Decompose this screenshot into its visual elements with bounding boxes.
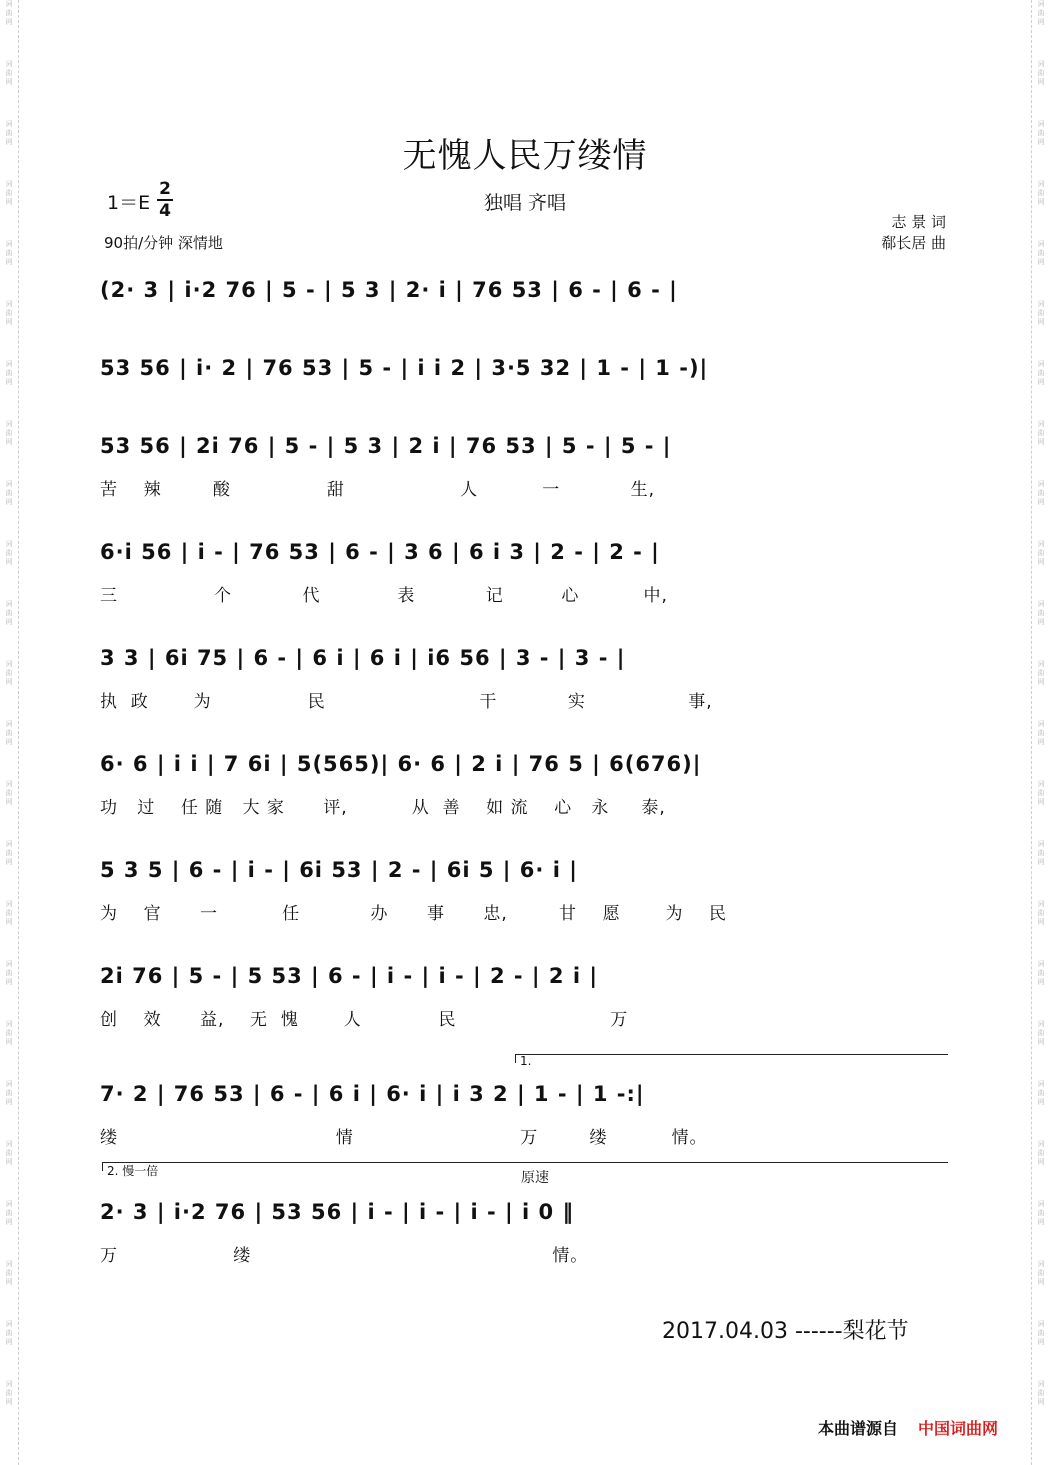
lyric-line-6: 功 过 任 随 大 家 评, 从 善 如 流 心 永 泰, bbox=[100, 798, 666, 818]
lyric-line-4: 三 个 代 表 记 心 中, bbox=[100, 586, 668, 606]
watermark-text: 词 曲 网 bbox=[1037, 1140, 1045, 1166]
watermark-text: 词 曲 网 bbox=[5, 840, 13, 866]
watermark-text: 词 曲 网 bbox=[5, 420, 13, 446]
watermark-text: 词 曲 网 bbox=[5, 0, 13, 26]
watermark-text: 词 曲 网 bbox=[1037, 960, 1045, 986]
watermark-text: 词 曲 网 bbox=[5, 1200, 13, 1226]
meter-bottom: 4 bbox=[159, 201, 171, 221]
score-line-2: 53 56 | i· 2 | 76 53 | 5 - | i i 2 | 3·5 32 | 1 - | 1 -)| bbox=[100, 356, 709, 380]
score-line-5: 3 3 | 6i 75 | 6 - | 6 i | 6 i | i6 56 | 3 - | 3 - | bbox=[100, 646, 626, 670]
score-line-3: 53 56 | 2i 76 | 5 - | 5 3 | 2 i | 76 53 | 5 - | 5 - | bbox=[100, 434, 672, 458]
source-site-link[interactable]: 中国词曲网 bbox=[918, 1419, 999, 1438]
watermark-text: 词 曲 网 bbox=[5, 1320, 13, 1346]
lyric-line-10: 万 缕 情。 bbox=[100, 1246, 589, 1266]
score-line-1: (2· 3 | i·2 76 | 5 - | 5 3 | 2· i | 76 53 | 6 - | 6 - | bbox=[100, 278, 678, 302]
song-title: 无愧人民万缕情 bbox=[402, 136, 648, 176]
watermark-text: 词 曲 网 bbox=[1037, 720, 1045, 746]
watermark-right bbox=[1031, 0, 1050, 1465]
watermark-text: 词 曲 网 bbox=[1037, 1080, 1045, 1106]
lyricist: 志 景 词 bbox=[891, 213, 946, 231]
watermark-text: 词 曲 网 bbox=[5, 180, 13, 206]
watermark-text: 词 曲 网 bbox=[1037, 360, 1045, 386]
watermark-text: 词 曲 网 bbox=[1037, 780, 1045, 806]
watermark-text: 词 曲 网 bbox=[5, 300, 13, 326]
watermark-text: 词 曲 网 bbox=[5, 540, 13, 566]
watermark-text: 词 曲 网 bbox=[5, 1380, 13, 1406]
composer: 郗长居 曲 bbox=[881, 234, 946, 252]
score-line-6: 6· 6 | i i | 7 6i | 5(565)| 6· 6 | 2 i | 76 5 | 6(676)| bbox=[100, 752, 702, 776]
meter-top: 2 bbox=[159, 179, 171, 199]
watermark-text: 词 曲 网 bbox=[5, 240, 13, 266]
watermark-text: 词 曲 网 bbox=[5, 960, 13, 986]
watermark-left bbox=[0, 0, 19, 1465]
watermark-text: 词 曲 网 bbox=[5, 900, 13, 926]
song-subtitle: 独唱 齐唱 bbox=[483, 192, 567, 214]
score-line-9: 7· 2 | 76 53 | 6 - | 6 i | 6· i | i 3 2 | 1 - | 1 -:| bbox=[100, 1082, 645, 1106]
watermark-text: 词 曲 网 bbox=[1037, 240, 1045, 266]
lyric-line-9: 缕 情 万 缕 情。 bbox=[100, 1128, 708, 1148]
tempo-marking: 90拍/分钟 深情地 bbox=[104, 234, 223, 252]
watermark-text: 词 曲 网 bbox=[1037, 660, 1045, 686]
watermark-text: 词 曲 网 bbox=[1037, 600, 1045, 626]
lyric-line-7: 为 官 一 任 办 事 忠, 甘 愿 为 民 bbox=[100, 904, 728, 924]
watermark-text: 词 曲 网 bbox=[1037, 540, 1045, 566]
watermark-text: 词 曲 网 bbox=[1037, 60, 1045, 86]
source-label: 本曲谱源自 bbox=[818, 1419, 899, 1438]
watermark-text: 词 曲 网 bbox=[1037, 1200, 1045, 1226]
lyric-line-3: 苦 辣 酸 甜 人 一 生, bbox=[100, 480, 656, 500]
watermark-text: 词 曲 网 bbox=[5, 360, 13, 386]
watermark-text: 词 曲 网 bbox=[5, 1020, 13, 1046]
watermark-text: 词 曲 网 bbox=[1037, 300, 1045, 326]
credits bbox=[881, 212, 946, 254]
watermark-text: 词 曲 网 bbox=[5, 1080, 13, 1106]
watermark-text: 词 曲 网 bbox=[5, 480, 13, 506]
source-credit bbox=[818, 1416, 998, 1439]
watermark-text: 词 曲 网 bbox=[1037, 1380, 1045, 1406]
tempo-back-marking: 原速 bbox=[521, 1170, 549, 1186]
watermark-text: 词 曲 网 bbox=[5, 720, 13, 746]
watermark-text: 词 曲 网 bbox=[1037, 1260, 1045, 1286]
watermark-text: 词 曲 网 bbox=[5, 1260, 13, 1286]
watermark-text: 词 曲 网 bbox=[1037, 420, 1045, 446]
watermark-text: 词 曲 网 bbox=[1037, 900, 1045, 926]
watermark-text: 词 曲 网 bbox=[5, 780, 13, 806]
key-signature: 1＝E bbox=[107, 192, 151, 214]
score-line-10: 2· 3 | i·2 76 | 53 56 | i - | i - | i - | i 0 ‖ bbox=[100, 1200, 574, 1224]
watermark-text: 词 曲 网 bbox=[5, 660, 13, 686]
watermark-text: 词 曲 网 bbox=[1037, 180, 1045, 206]
watermark-text: 词 曲 网 bbox=[1037, 840, 1045, 866]
lyric-line-5: 执 政 为 民 干 实 事, bbox=[100, 692, 713, 712]
score-line-8: 2i 76 | 5 - | 5 53 | 6 - | i - | i - | 2 - | 2 i | bbox=[100, 964, 599, 988]
watermark-text: 词 曲 网 bbox=[1037, 1320, 1045, 1346]
watermark-text: 词 曲 网 bbox=[1037, 0, 1045, 26]
score-line-7: 5 3 5 | 6 - | i - | 6i 53 | 2 - | 6i 5 | 6· i | bbox=[100, 858, 578, 882]
watermark-text: 词 曲 网 bbox=[5, 600, 13, 626]
watermark-text: 词 曲 网 bbox=[1037, 480, 1045, 506]
watermark-text: 词 曲 网 bbox=[5, 1140, 13, 1166]
watermark-text: 词 曲 网 bbox=[1037, 1020, 1045, 1046]
score-line-4: 6·i 56 | i - | 76 53 | 6 - | 3 6 | 6 i 3 | 2 - | 2 - | bbox=[100, 540, 660, 564]
lyric-line-8: 创 效 益, 无 愧 人 民 万 bbox=[100, 1010, 629, 1030]
date-line: 2017.04.03 ------梨花节 bbox=[662, 1319, 909, 1344]
watermark-text: 词 曲 网 bbox=[5, 120, 13, 146]
volta-2-label: 2. 慢一倍 bbox=[107, 1164, 159, 1178]
volta-1-label: 1. bbox=[520, 1054, 532, 1068]
watermark-text: 词 曲 网 bbox=[5, 60, 13, 86]
watermark-text: 词 曲 网 bbox=[1037, 120, 1045, 146]
volta-1 bbox=[515, 1054, 948, 1068]
